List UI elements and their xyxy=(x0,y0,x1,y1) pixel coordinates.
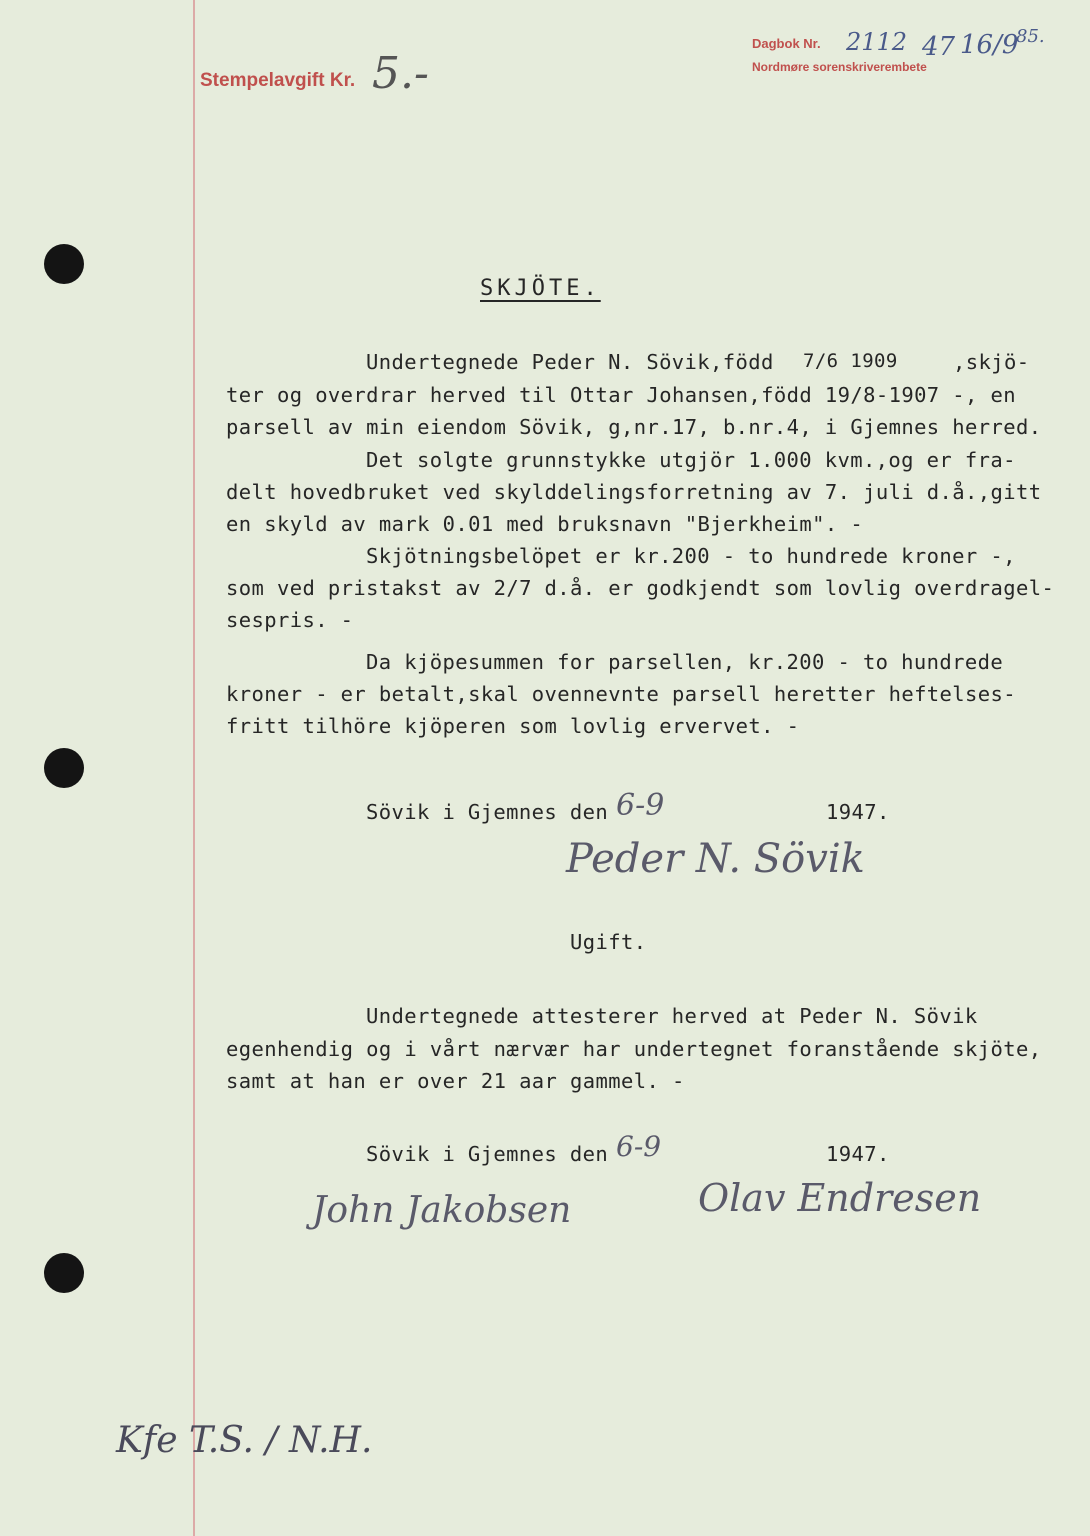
body-line-suffix: ,skjö- xyxy=(953,350,1030,374)
journal-office: Nordmøre sorenskriverembete xyxy=(752,60,927,74)
punch-hole-icon xyxy=(44,244,84,284)
body-line: sespris. - xyxy=(226,608,354,632)
journal-date: 16/9 xyxy=(960,30,1019,60)
margin-note: Kfe T.S. / N.H. xyxy=(116,1420,373,1461)
body-line: Det solgte grunnstykke utgjör 1.000 kvm.,og er fra- xyxy=(366,448,1016,472)
place-date-line: Sövik i Gjemnes den xyxy=(366,1142,609,1166)
body-line: en skyld av mark 0.01 med bruksnavn "Bjerkheim". - xyxy=(226,512,864,536)
body-line: Undertegnede Peder N. Sövik,född xyxy=(366,350,774,374)
handwritten-date: 6-9 xyxy=(616,788,665,823)
punch-hole-icon xyxy=(44,1253,84,1293)
attestation-line: Undertegnede attesterer herved at Peder N. Sövik xyxy=(366,1004,978,1028)
year: 1947. xyxy=(826,800,890,824)
body-line: Skjötningsbelöpet er kr.200 - to hundrede kroner -, xyxy=(366,544,1016,568)
body-line: delt hovedbruket ved skylddelingsforretning av 7. juli d.å.,gitt xyxy=(226,480,1042,504)
body-line: kroner - er betalt,skal ovennevnte parsell heretter heftelses- xyxy=(226,682,1017,706)
attestation-line: egenhendig og i vårt nærvær har undertegnet foranstående skjöte, xyxy=(226,1037,1042,1061)
marital-status: Ugift. xyxy=(570,930,647,954)
body-line: fritt tilhöre kjöperen som lovlig ervervet. - xyxy=(226,714,800,738)
witness-signature: Olav Endresen xyxy=(698,1176,982,1220)
journal-year: 47 xyxy=(922,32,956,62)
body-line: parsell av min eiendom Sövik, g,nr.17, b.nr.4, i Gjemnes herred. xyxy=(226,415,1042,439)
journal-number: 2112 xyxy=(846,28,908,56)
year: 1947. xyxy=(826,1142,890,1166)
body-line: Da kjöpesummen for parsellen, kr.200 - to hundrede xyxy=(366,650,1004,674)
document-title: SKJÖTE. xyxy=(480,276,601,301)
margin-rule xyxy=(193,0,195,1536)
place-date-line: Sövik i Gjemnes den xyxy=(366,800,609,824)
attestation-line: samt at han er over 21 aar gammel. - xyxy=(226,1069,685,1093)
witness-signature: John Jakobsen xyxy=(312,1190,572,1231)
journal-stamp-label: Dagbok Nr. xyxy=(752,36,821,51)
body-line: som ved pristakst av 2/7 d.å. er godkjendt som lovlig overdragel- xyxy=(226,576,1055,600)
birth-date-filled: 7/6 1909 xyxy=(803,350,898,372)
stamp-duty-amount: 5.- xyxy=(372,48,429,99)
seller-signature: Peder N. Sövik xyxy=(566,836,865,882)
handwritten-date: 6-9 xyxy=(616,1130,662,1163)
punch-hole-icon xyxy=(44,748,84,788)
journal-folio: 85. xyxy=(1016,26,1045,47)
body-line: ter og overdrar herved til Ottar Johansen,född 19/8-1907 -, en xyxy=(226,383,1017,407)
stamp-duty-label: Stempelavgift Kr. xyxy=(200,70,356,91)
